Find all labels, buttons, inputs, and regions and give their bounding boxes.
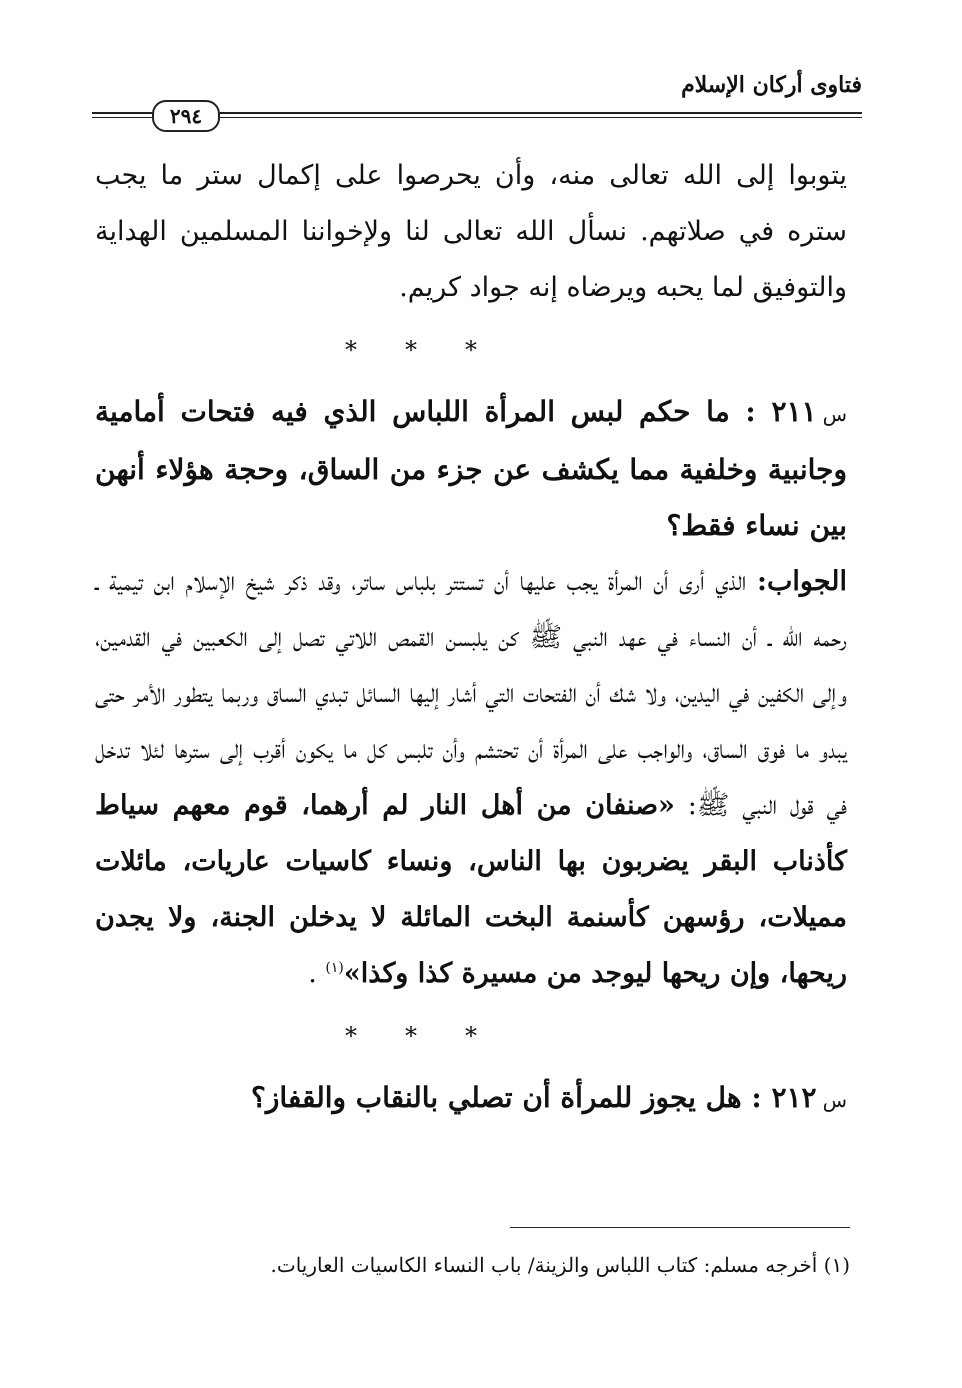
book-title: فتاوى أركان الإسلام: [681, 72, 862, 98]
answer-label: الجواب:: [757, 566, 847, 597]
footnote-divider: [510, 1227, 850, 1228]
answer-end: .: [308, 958, 317, 989]
question-mark-label: س: [822, 1088, 847, 1112]
answer-text: الذي أرى أن المرأة يجب عليها أن تستتر بلباس ساتر، وقد ذكر شيخ الإسلام ابن تيمية ـ رحمه الله ـ أن النساء في عهد النبي ﷺ كن يلبسن القمص اللاتي تصل إلى الكعبين في القدمين، وإلى الكفين في اليدين، ولا شك أن الفتحات التي أشار إليها السائل تبدي الساق وربما يتطور الأمر حتى يبدو ما فوق الساق، والواجب على المرأة أن تحتشم وأن تلبس كل ما يكون أقرب إلى سترها لئلا تدخل في قول النبي ﷺ:: [95, 566, 847, 821]
hadith-quote: «صنفان من أهل النار لم أرهما، قوم معهم سياط كأذناب البقر يضربون بها الناس، ونساء كاسيات عاريات، مائلات مميلات، رؤسهن كأسنمة البخت المائلة لا يدخلن الجنة، ولا يجدن ريحها، وإن ريحها ليوجد من مسيرة كذا وكذا»: [95, 790, 847, 989]
separator-star: *: [405, 1022, 417, 1050]
question-number: ٢١٢: [771, 1081, 817, 1114]
page-content: [95, 148, 847, 1128]
question-text: هل يجوز للمرأة أن تصلي بالنقاب والقفاز؟: [250, 1081, 742, 1114]
footnote-marker: (١): [823, 1253, 850, 1277]
separator-star: *: [465, 336, 477, 364]
question-212: [95, 1070, 847, 1128]
running-header: [92, 68, 862, 128]
question-text: ما حكم لبس المرأة اللباس الذي فيه فتحات أمامية وجانبية وخلفية مما يكشف عن جزء من الساق، وحجة هؤلاء أنهن بين نساء فقط؟: [95, 395, 847, 542]
page-number: ٢٩٤: [152, 100, 220, 132]
separator-star: *: [405, 336, 417, 364]
separator-star: *: [465, 1022, 477, 1050]
section-separator: [95, 1002, 727, 1070]
footnote-reference[interactable]: (١): [325, 960, 344, 976]
separator-star: *: [345, 1022, 357, 1050]
footnote: [150, 1250, 850, 1280]
separator-star: *: [345, 336, 357, 364]
question-colon: :: [745, 395, 756, 428]
question-211: [95, 384, 847, 554]
footnote-text: أخرجه مسلم: كتاب اللباس والزينة/ باب النساء الكاسيات العاريات.: [270, 1253, 818, 1277]
section-separator: [95, 316, 727, 384]
question-number: ٢١١: [771, 395, 817, 428]
continuation-paragraph: يتوبوا إلى الله تعالى منه، وأن يحرصوا على إكمال ستر ما يجب ستره في صلاتهم. نسأل الله تعالى لنا ولإخواننا المسلمين الهداية والتوفيق لما يحبه ويرضاه إنه جواد كريم.: [95, 160, 847, 303]
question-mark-label: س: [822, 402, 847, 426]
answer-211: [95, 554, 847, 1002]
question-colon: :: [751, 1081, 762, 1114]
